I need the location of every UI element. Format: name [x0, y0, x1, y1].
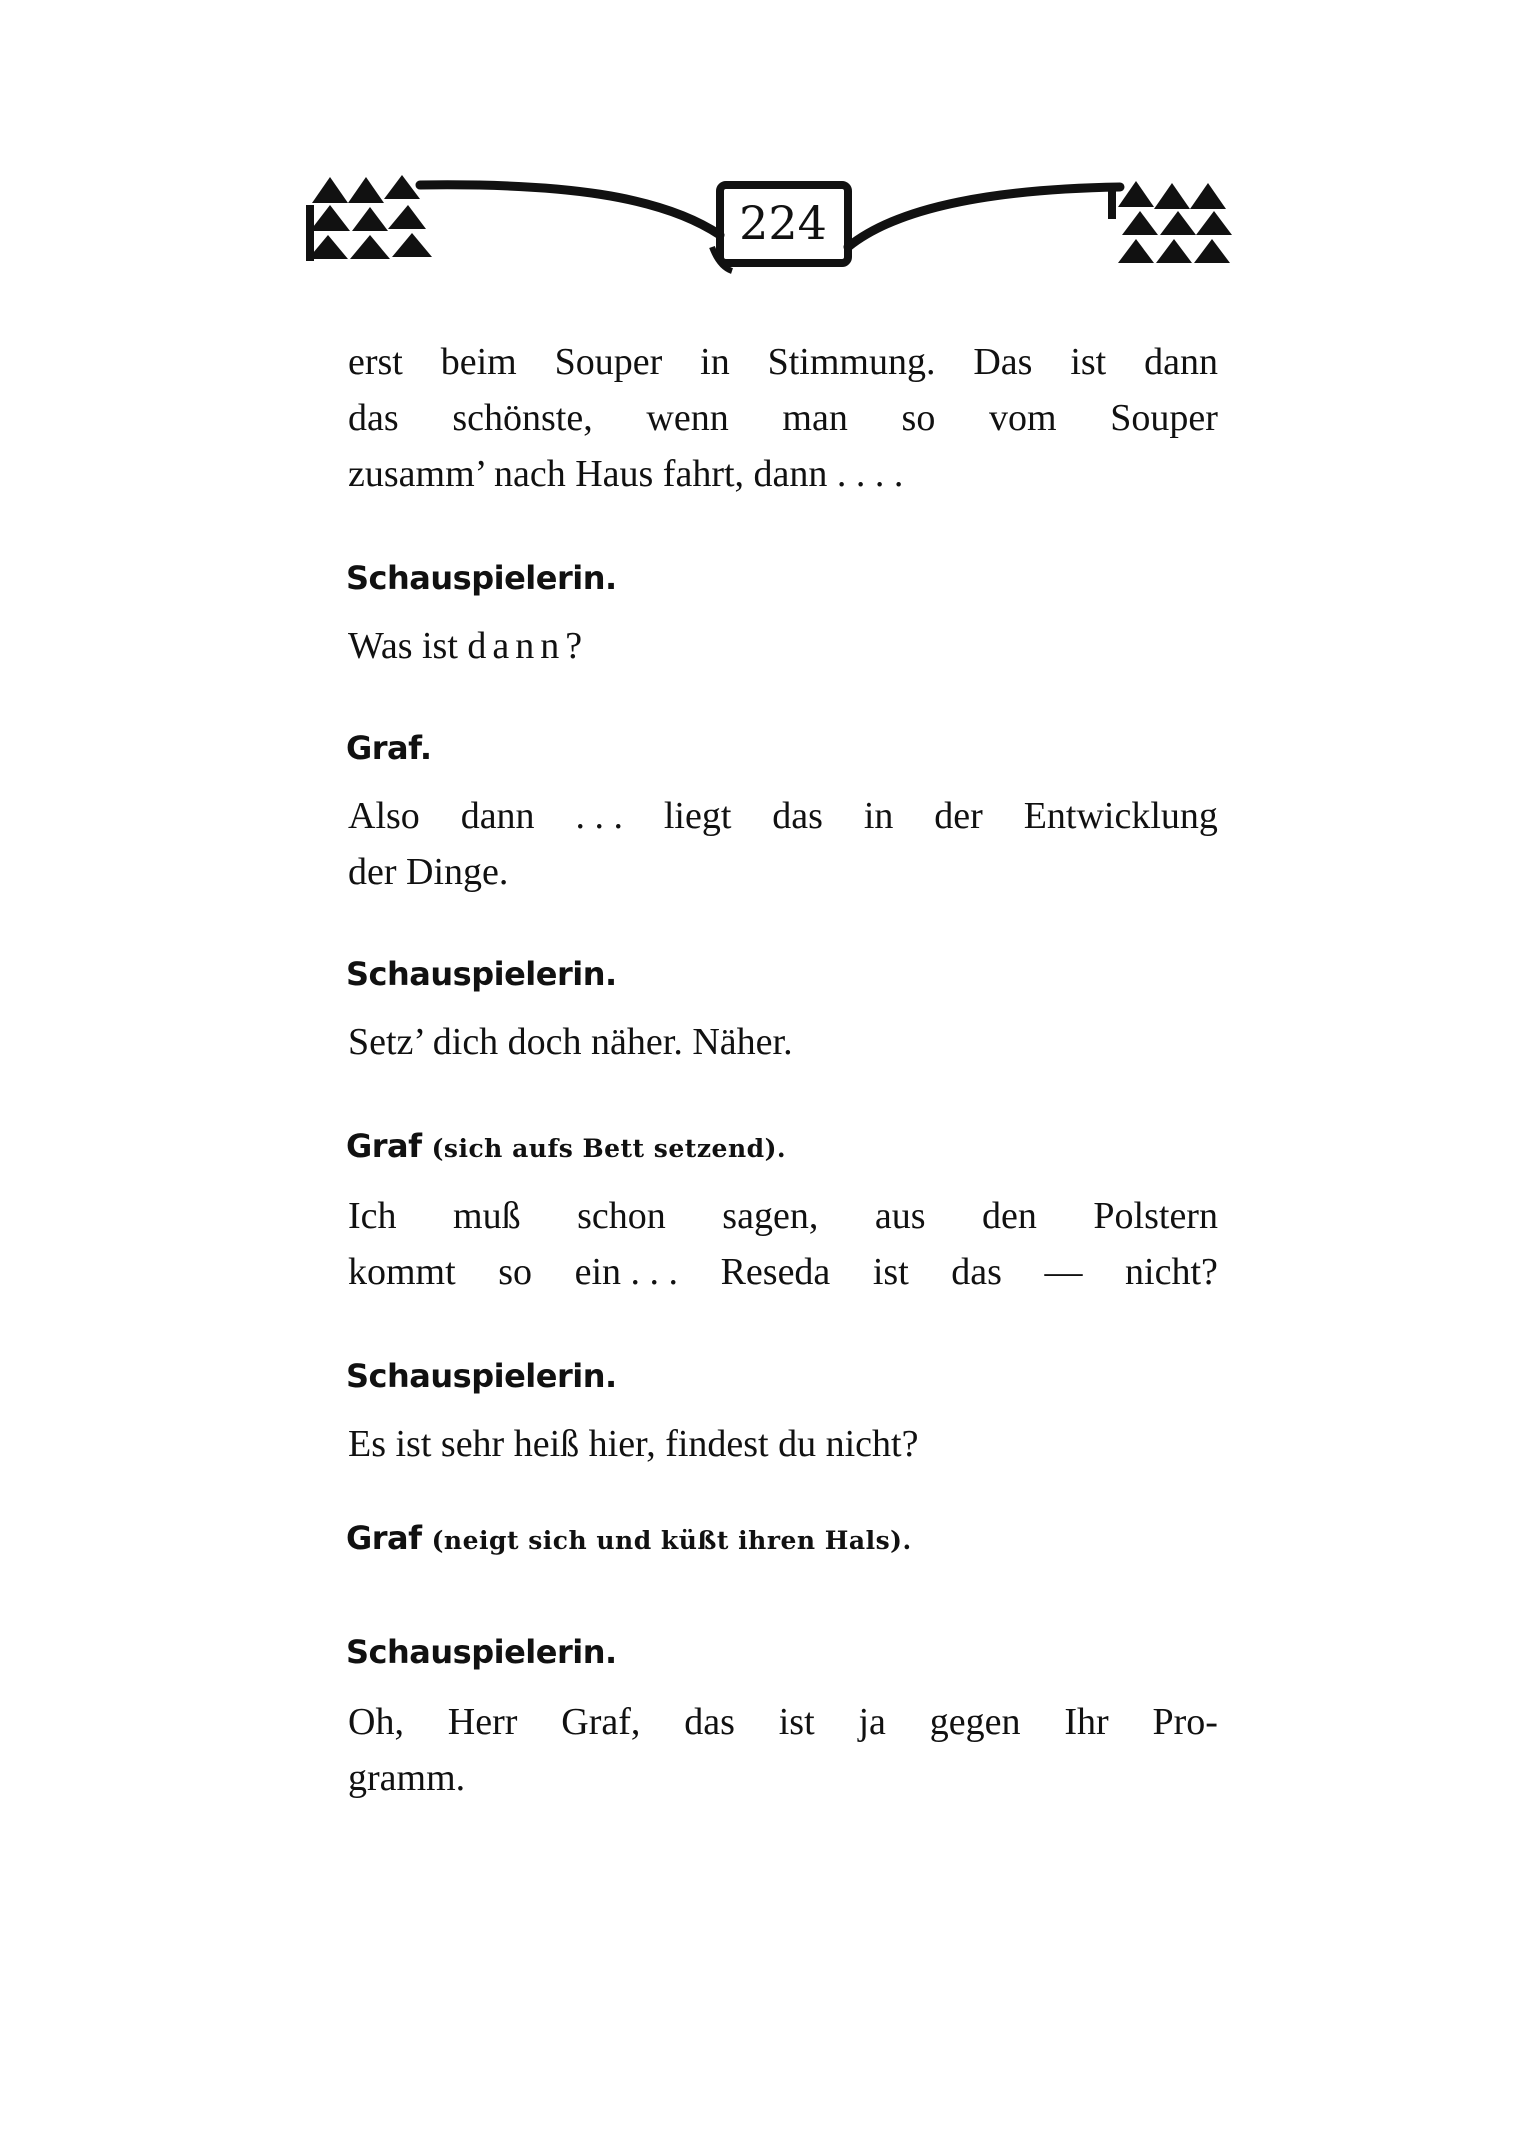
word: das	[951, 1251, 1002, 1293]
page-number: 224	[739, 196, 827, 250]
speaker-with-direction	[346, 1124, 786, 1171]
emphasized-word: dann	[467, 625, 566, 667]
left-triangle-ornament-icon	[306, 175, 432, 261]
word: beim	[440, 341, 517, 383]
speaker-name: Schauspielerin.	[346, 1357, 617, 1395]
word: Also	[348, 795, 420, 837]
text-line	[348, 1188, 1218, 1244]
speaker-name: Schauspielerin.	[346, 955, 617, 993]
speech-text: Es ist sehr heiß hier, findest du nicht?	[348, 1423, 919, 1465]
speaker-name: Graf.	[346, 729, 432, 767]
speech-text: ?	[565, 625, 583, 667]
speech-block	[348, 618, 1218, 674]
word: kommt	[348, 1251, 456, 1293]
word: so	[498, 1251, 533, 1293]
word: ein . . .	[574, 1251, 679, 1293]
text-line	[348, 844, 1218, 900]
speech-block	[348, 788, 1218, 900]
text-line	[348, 1244, 1218, 1300]
text-line	[348, 1694, 1218, 1750]
speech-block	[348, 1694, 1218, 1806]
word: dann	[460, 795, 535, 837]
text-line	[348, 1014, 1218, 1070]
right-triangle-ornament-icon	[1108, 181, 1232, 263]
word: Reseda	[720, 1251, 831, 1293]
line-text: zusamm’ nach Haus fahrt, dann . . . .	[348, 453, 904, 495]
word: das	[684, 1701, 735, 1743]
word: ja	[858, 1701, 886, 1743]
text-line	[348, 446, 1218, 502]
word: Das	[973, 341, 1033, 383]
word: Souper	[1110, 397, 1218, 439]
word: das	[348, 397, 399, 439]
word: dann	[1144, 341, 1218, 383]
speaker-name: Graf	[346, 1519, 422, 1557]
word: liegt	[663, 795, 732, 837]
word: der	[934, 795, 983, 837]
text-line	[348, 618, 1218, 674]
word: wenn	[646, 397, 729, 439]
text-line	[348, 390, 1218, 446]
word: sagen,	[722, 1195, 819, 1237]
word: Herr	[447, 1701, 518, 1743]
speech-block	[348, 1188, 1218, 1300]
speaker-with-direction	[346, 1516, 912, 1563]
word: ist	[1070, 341, 1107, 383]
text-line	[348, 1750, 1218, 1806]
word: Ihr	[1064, 1701, 1109, 1743]
word: das	[772, 795, 823, 837]
word: —	[1044, 1251, 1083, 1293]
word: ist	[778, 1701, 815, 1743]
word: Ich	[348, 1195, 397, 1237]
word: nicht?	[1125, 1251, 1218, 1293]
word: in	[863, 795, 894, 837]
word: Souper	[554, 341, 663, 383]
speaker-name: Graf	[346, 1127, 422, 1165]
stage-direction: (neigt sich und küßt ihren Hals).	[431, 1526, 912, 1555]
speech-block	[348, 334, 1218, 502]
word: man	[782, 397, 848, 439]
text-line	[348, 1416, 1218, 1472]
word: schönste,	[452, 397, 593, 439]
word: gegen	[929, 1701, 1021, 1743]
word: ist	[872, 1251, 909, 1293]
stage-direction: (sich aufs Bett setzend).	[431, 1134, 787, 1163]
word: schon	[577, 1195, 666, 1237]
word: Polstern	[1093, 1195, 1218, 1237]
speech-text: Setz’ dich doch näher. Näher.	[348, 1021, 793, 1063]
word: so	[901, 397, 936, 439]
word: Oh,	[348, 1701, 404, 1743]
word: in	[700, 341, 730, 383]
speech-block	[348, 1014, 1218, 1070]
word: Graf,	[561, 1701, 641, 1743]
speech-block	[348, 1416, 1218, 1472]
line-text: der Dinge.	[348, 851, 509, 893]
word: erst	[348, 341, 403, 383]
speaker-name: Schauspielerin.	[346, 1633, 617, 1671]
word: . . .	[575, 795, 623, 837]
line-text: gramm.	[348, 1757, 466, 1799]
word: aus	[874, 1195, 926, 1237]
word: vom	[989, 397, 1057, 439]
word: den	[982, 1195, 1037, 1237]
speech-text: Was ist	[348, 625, 468, 667]
word: Entwicklung	[1023, 795, 1218, 837]
word: Pro-	[1152, 1701, 1218, 1743]
speaker-name: Schauspielerin.	[346, 559, 617, 597]
text-line	[348, 788, 1218, 844]
word: Stimmung.	[767, 341, 936, 383]
word: muß	[453, 1195, 521, 1237]
text-line	[348, 334, 1218, 390]
